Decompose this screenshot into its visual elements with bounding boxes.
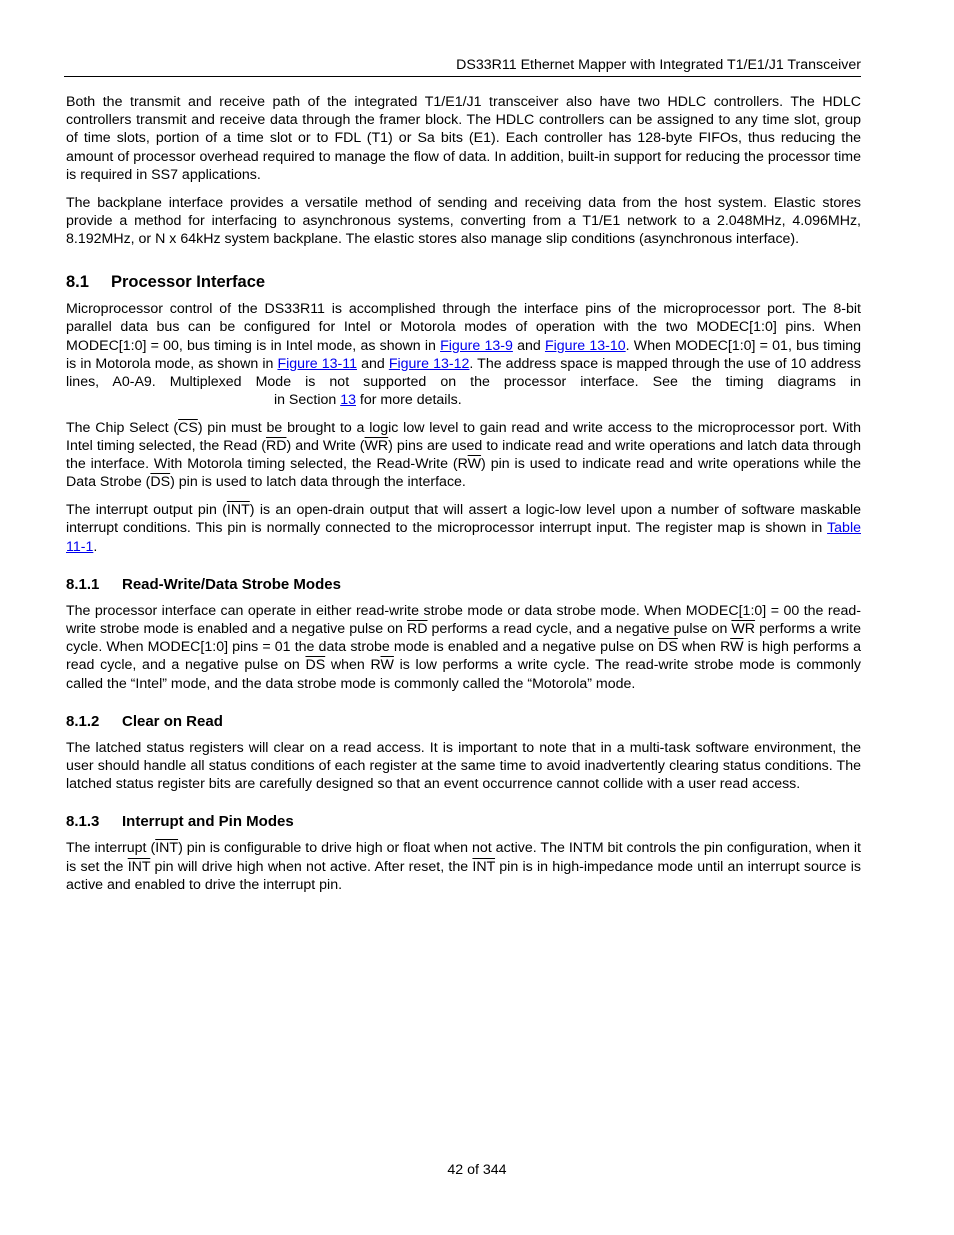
section-number: 8.1 — [66, 273, 89, 292]
text-run: in Section — [270, 392, 341, 409]
clear-on-read-paragraph: The latched status registers will clear on a read access. It is important to note that in a multi-task software environment, the user should handle all status conditions of each register at the same time to avoid inadvertently clearing status conditions. The latched status register bits are carefully designed so that an event occurrence cannot collide with a user read access. — [66, 739, 861, 793]
text-run: ) pins are used to indicate read and write operations and latch data through the interface. With Motorola timing selected, the Read-Write (R — [66, 438, 861, 473]
text-run: and — [357, 355, 389, 372]
signal-ds: $\overline{DS}$ — [658, 639, 678, 656]
signal-rd: $\overline{RD}$ — [265, 438, 287, 455]
section-heading-8-1-2 — [66, 712, 861, 731]
text-run: ) and Write ( — [286, 438, 365, 455]
signal-int: $\overline{INT}$ — [472, 858, 496, 875]
text-run: The Chip Select ( — [66, 419, 179, 436]
signal-ds: $\overline{DS}$ — [305, 657, 326, 674]
signal-wr: $\overline{WR}$ — [364, 438, 389, 455]
interrupt-pin-modes-paragraph — [66, 839, 861, 894]
strobe-modes-paragraph — [66, 602, 861, 693]
text-run: ) is an open-drain output that will assert a logic-low level upon a number of software maskable interrupt conditions. This pin is normally connected to the microprocessor interrupt input. The register map is shown in — [66, 502, 861, 537]
signal-int: $\overline{INT}$ — [226, 502, 250, 519]
section-heading-8-1-1 — [66, 575, 861, 594]
link-section-13[interactable]: 13 — [340, 392, 356, 409]
link-figure-13-11[interactable]: Figure 13-11 — [277, 355, 357, 372]
header-rule — [64, 76, 861, 77]
text-run: ) pin is used to indicate read and write operations while the Data Strobe ( — [66, 456, 861, 491]
text-run: . — [93, 538, 98, 555]
page-number: 42 of 344 — [447, 1162, 507, 1178]
text-run: ) pin is configurable to drive high or float when not active. The INTM bit controls the pin configuration, when it is set the — [66, 840, 862, 875]
signal-int: $\overline{INT}$ — [155, 840, 179, 857]
link-figure-13-12[interactable]: Figure 13-12 — [388, 355, 470, 372]
text-run: when R — [677, 639, 731, 656]
text-run: . When MODEC[1:0] = 01, bus timing is in Motorola mode, as shown in — [66, 337, 861, 372]
section-heading-8-1 — [66, 272, 861, 292]
signal-ds: $\overline{DS}$ — [150, 474, 171, 491]
text-run: performs a write cycle. When MODEC[1:0] pins = 01 the data strobe mode is enabled and a negative pulse on — [66, 620, 862, 656]
signal-int: $\overline{INT}$ — [127, 858, 151, 875]
section-number: 8.1.3 — [66, 813, 100, 831]
section-title: Processor Interface — [111, 273, 266, 292]
signal-cs: $\overline{CS}$ — [178, 419, 198, 436]
signal-w: $\overline{W}$ — [380, 657, 394, 674]
section-title: Read-Write/Data Strobe Modes — [122, 575, 341, 593]
section-number: 8.1.2 — [66, 712, 100, 730]
text-run: ) pin is used to latch data through the interface. — [170, 474, 466, 491]
text-run: for more details. — [355, 392, 462, 409]
intro-paragraph-hdlc: Both the transmit and receive path of the integrated T1/E1/J1 transceiver also have two HDLC controllers. The HDLC controllers transmit and receive data through the framer block. The HDLC controllers can be assigned to any time slot, group of time slots, portion of a time slot or to FDL (T1) or Sa bits (E1). Each controller has 128-byte FIFOs, thus reducing the amount of processor overhead required to manage the flow of data. In addition, built-in support for reducing the processor time is required in SS7 applications. — [66, 94, 861, 183]
text-run: The interrupt output pin ( — [66, 502, 227, 519]
section-heading-8-1-3 — [66, 812, 861, 831]
signal-w: $\overline{W}$ — [730, 639, 744, 656]
processor-interface-paragraph — [66, 300, 861, 409]
signal-wr: $\overline{WR}$ — [731, 620, 756, 637]
text-run: Microprocessor control of the DS33R11 is accomplished through the interface pins of the microprocessor port. The 8-bit parallel data bus can be configured for Intel or Motorola modes of operation with the two MODEC[1:0] pins. When MODEC[1:0] = 00, bus timing is in Intel mode, as shown in — [66, 301, 861, 354]
section-title: Clear on Read — [122, 712, 223, 730]
intro-paragraph-backplane: The backplane interface provides a versatile method of sending and receiving data from the host system. Elastic stores provide a method for interfacing to asynchronous systems, converting from a T1/E1 network to a 2.048MHz, 4.096MHz, 8.192MHz, or N x 64kHz system backplane. The elastic stores also manage slip conditions (asynchronous interface). — [66, 194, 861, 247]
text-run: . The address space is mapped through the use of 10 address lines, A0-A9. Multiplexed Mode is not supported on the processor interface. See the timing diagrams in — [66, 355, 861, 390]
page-body — [66, 93, 861, 904]
signal-rd: $\overline{RD}$ — [407, 620, 428, 637]
interrupt-output-paragraph — [66, 501, 861, 556]
link-figure-13-10[interactable]: Figure 13-10 — [544, 337, 626, 354]
text-run: The processor interface can operate in either read-write strobe mode or data strobe mode. When MODEC[1:0] = 00 the read-write strobe mode is enabled and a negative pulse on — [66, 602, 861, 637]
text-run: when R — [325, 657, 381, 674]
text-run: ) pin must be brought to a logic low level to gain read and write access to the microprocessor port. With Intel timing selected, the Read ( — [66, 419, 861, 455]
signal-w: $\overline{W}$ — [467, 456, 482, 473]
section-number: 8.1.1 — [66, 575, 100, 593]
text-run: and — [512, 337, 545, 354]
page-header: DS33R11 Ethernet Mapper with Integrated T1/E1/J1 Transceiver — [456, 57, 861, 73]
text-run: pin will drive high when not active. After reset, the — [150, 858, 473, 875]
text-run: pin is in high-impedance mode until an interrupt source is active and enabled to drive the interrupt pin. — [66, 858, 861, 893]
chip-select-paragraph — [66, 419, 861, 492]
text-run: is low performs a write cycle. The read-write strobe mode is commonly called the “Intel” mode, and the data strobe mode is commonly called the “Motorola” mode. — [66, 657, 862, 692]
link-figure-13-9[interactable]: Figure 13-9 — [440, 337, 513, 354]
text-run: The interrupt ( — [66, 840, 156, 857]
link-table-11-1[interactable]: Table 11-1 — [66, 520, 861, 555]
text-run: is high performs a read cycle, and a negative pulse on — [66, 639, 862, 674]
text-run: performs a read cycle, and a negative pulse on — [427, 620, 732, 637]
section-title: Interrupt and Pin Modes — [122, 813, 294, 831]
